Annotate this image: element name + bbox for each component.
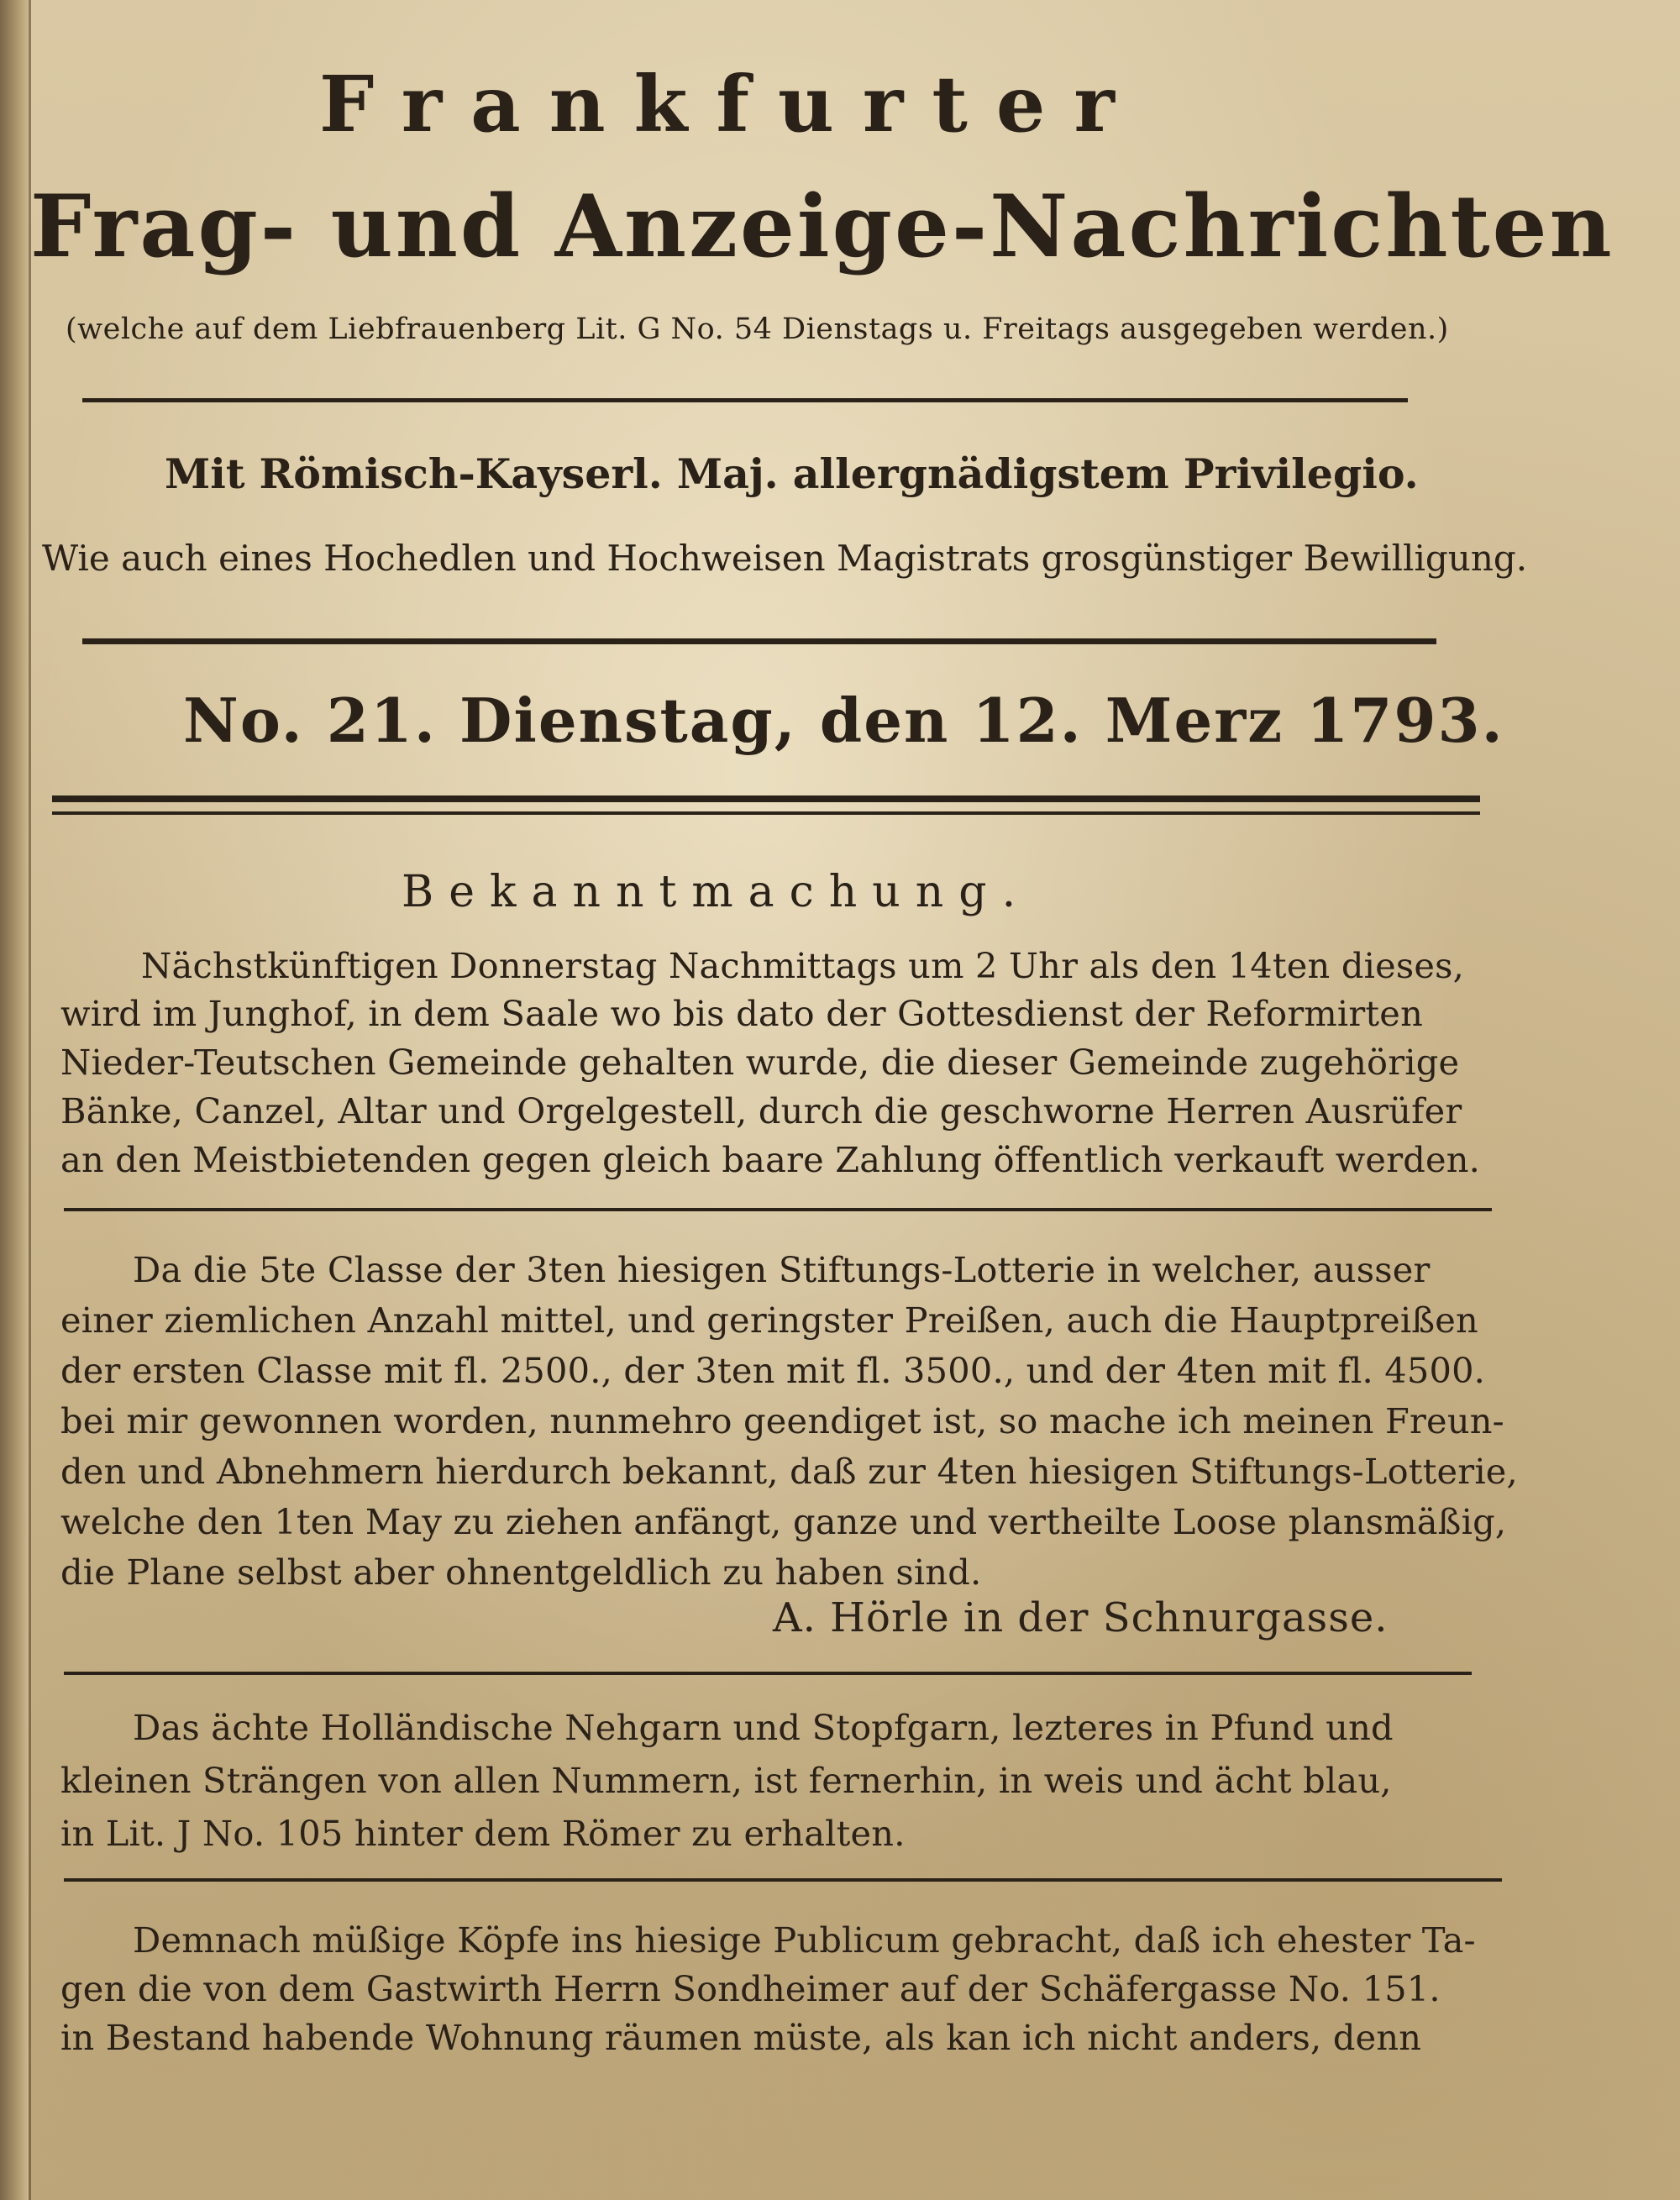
notice-1-line: Nächstkünftigen Donnerstag Nachmittags um 2 Uhr als den 14ten dieses,	[141, 945, 1464, 986]
binding-shadow-line	[29, 0, 31, 2200]
rule-after-notice-2	[64, 1672, 1472, 1675]
notice-4-line: gen die von dem Gastwirth Herrn Sondheimer auf der Schäfergasse No. 151.	[60, 1968, 1441, 2009]
notice-2-line: der ersten Classe mit fl. 2500., der 3ten mit fl. 3500., und der 4ten mit fl. 4500.	[60, 1350, 1486, 1391]
notice-2-line: Da die 5te Classe der 3ten hiesigen Stiftungs-Lotterie in welcher, ausser	[133, 1249, 1431, 1290]
rule-double-top	[52, 795, 1480, 802]
notice-2-line: die Plane selbst aber ohnentgeldlich zu haben sind.	[60, 1552, 982, 1593]
notice-4-line: Demnach müßige Köpfe ins hiesige Publicum gebracht, daß ich ehester Ta-	[133, 1919, 1476, 1961]
notice-2-line: bei mir gewonnen worden, nunmehro geendiget ist, so mache ich meinen Freun-	[60, 1400, 1504, 1441]
privilege-line-1: Mit Römisch-Kayserl. Maj. allergnädigstem Privilegio.	[165, 449, 1419, 498]
masthead-title-line-2: Frag- und Anzeige-Nachrichten	[30, 176, 1614, 277]
notice-1-line: an den Meistbietenden gegen gleich baare Zahlung öffentlich verkauft werden.	[60, 1139, 1481, 1180]
masthead-title-line-1: Frankfurter	[319, 59, 1143, 150]
notice-2-line: einer ziemlichen Anzahl mittel, und geringster Preißen, auch die Hauptpreißen	[60, 1300, 1478, 1341]
notice-1-line: wird im Junghof, in dem Saale wo bis dato der Gottesdienst der Reformirten	[60, 993, 1423, 1034]
rule-after-notice-3	[64, 1878, 1502, 1882]
notice-2-line: welche den 1ten May zu ziehen anfängt, ganze und vertheilte Loose plansmäßig,	[60, 1501, 1507, 1542]
notice-3-line: in Lit. J No. 105 hinter dem Römer zu erhalten.	[60, 1813, 906, 1854]
notice-4-line: in Bestand habende Wohnung räumen müste, als kan ich nicht anders, denn	[60, 2017, 1422, 2058]
rule-under-masthead	[82, 398, 1408, 402]
notice-3-line: kleinen Strängen von allen Nummern, ist fernerhin, in weis und ächt blau,	[60, 1760, 1392, 1801]
masthead-subtitle: (welche auf dem Liebfrauenberg Lit. G No. 54 Dienstags u. Freitags ausgegeben werden.)	[66, 312, 1449, 346]
notice-1-line: Bänke, Canzel, Altar und Orgelgestell, durch die geschworne Herren Ausrüfer	[60, 1090, 1462, 1132]
notice-2-signature: A. Hörle in der Schnurgasse.	[773, 1594, 1389, 1641]
notice-1-title: Bekanntmachung.	[402, 867, 1032, 917]
notice-1-line: Nieder-Teutschen Gemeinde gehalten wurde, die dieser Gemeinde zugehörige	[60, 1042, 1460, 1083]
rule-double-bottom	[52, 811, 1480, 815]
rule-after-notice-1	[64, 1208, 1492, 1211]
privilege-line-2: Wie auch eines Hochedlen und Hochweisen Magistrats grosgünstiger Bewilligung.	[42, 538, 1528, 579]
rule-under-privilege	[82, 638, 1436, 644]
issue-number-date: No. 21. Dienstag, den 12. Merz 1793.	[183, 685, 1504, 756]
page-binding-edge	[0, 0, 29, 2200]
notice-2-line: den und Abnehmern hierdurch bekannt, daß zur 4ten hiesigen Stiftungs-Lotterie,	[60, 1451, 1518, 1492]
notice-3-line: Das ächte Holländische Nehgarn und Stopfgarn, lezteres in Pfund und	[133, 1707, 1394, 1748]
